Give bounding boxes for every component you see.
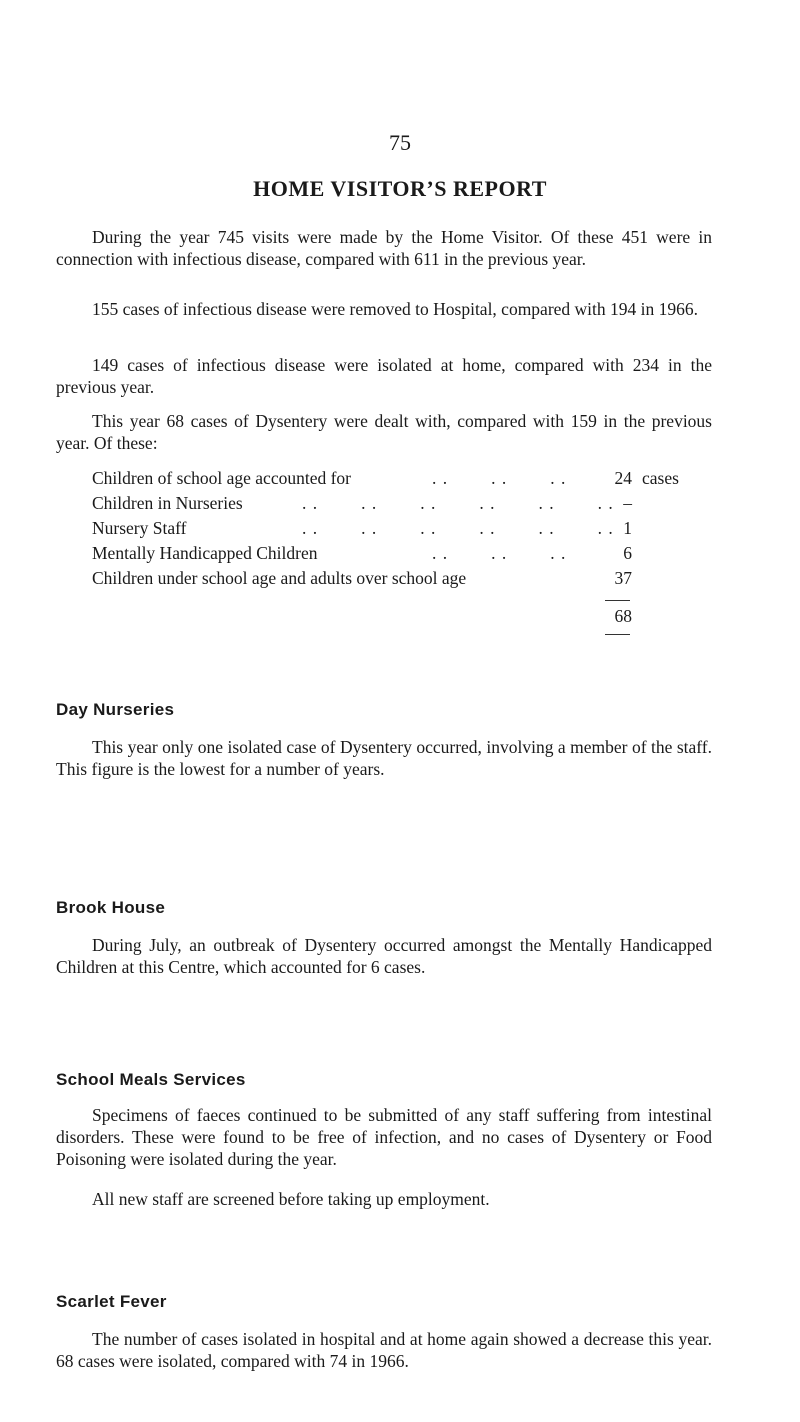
leader-dots: . . . . . . (432, 468, 567, 488)
row-value: 24 (614, 468, 632, 488)
leader-dots: . . . . . . (432, 543, 567, 563)
dysentery-breakdown-table (92, 468, 692, 626)
row-value: 37 (614, 568, 632, 588)
table-row (92, 468, 692, 493)
table-row (92, 493, 692, 518)
paragraph-brook-house: During July, an outbreak of Dysentery occurred amongst the Mentally Handicapped Children at this Centre, which accounted for 6 cases. (56, 935, 712, 977)
paragraph-dysentery-intro: This year 68 cases of Dysentery were dealt with, compared with 159 in the previous year. Of these: (56, 411, 712, 453)
paragraph-staff-screening: All new staff are screened before taking up employment. (92, 1189, 490, 1209)
paragraph-scarlet-fever: The number of cases isolated in hospital and at home again showed a decrease this year. 68 cases were isolated, compared with 74 in 1966. (56, 1329, 712, 1371)
paragraph-removed-to-hospital: 155 cases of infectious disease were removed to Hospital, compared with 194 in 1966. (92, 299, 699, 319)
heading-school-meals: School Meals Services (56, 1070, 246, 1089)
table-row (92, 568, 692, 593)
heading-scarlet-fever: Scarlet Fever (56, 1292, 167, 1311)
table-total: 68 (614, 606, 632, 626)
table-row (92, 543, 692, 568)
row-label: Children under school age and adults over school age (92, 568, 467, 588)
leader-dots: . . . . . . . . . . . . (302, 493, 614, 513)
total-rule-top (605, 600, 630, 601)
row-label: Children in Nurseries (92, 493, 243, 513)
paragraph-isolated-at-home: 149 cases of infectious disease were isolated at home, compared with 234 in the previous year. (56, 355, 712, 397)
paragraph-visits: During the year 745 visits were made by the Home Visitor. Of these 451 were in connection with infectious disease, compared with 611 in the previous year. (56, 227, 712, 269)
row-label: Nursery Staff (92, 518, 187, 538)
heading-day-nurseries: Day Nurseries (56, 700, 175, 719)
row-unit: cases (642, 468, 679, 488)
row-label: Mentally Handicapped Children (92, 543, 318, 563)
page-title: HOME VISITOR’S REPORT (253, 176, 547, 201)
paragraph-day-nurseries: This year only one isolated case of Dysentery occurred, involving a member of the staff. This figure is the lowest for a number of years. (56, 737, 712, 779)
heading-brook-house: Brook House (56, 898, 166, 917)
row-value: 1 (623, 518, 632, 538)
total-rule-bottom (605, 634, 630, 635)
page-number: 75 (389, 130, 411, 155)
paragraph-school-meals: Specimens of faeces continued to be submitted of any staff suffering from intestinal disorders. These were found to be free of infection, and no cases of Dysentery or Food Poisoning were isolated during the year. (56, 1105, 712, 1169)
leader-dots: . . . . . . . . . . . . (302, 518, 614, 538)
row-label: Children of school age accounted for (92, 468, 352, 488)
row-value: 6 (623, 543, 632, 563)
table-row (92, 518, 692, 543)
row-value: – (623, 493, 632, 513)
